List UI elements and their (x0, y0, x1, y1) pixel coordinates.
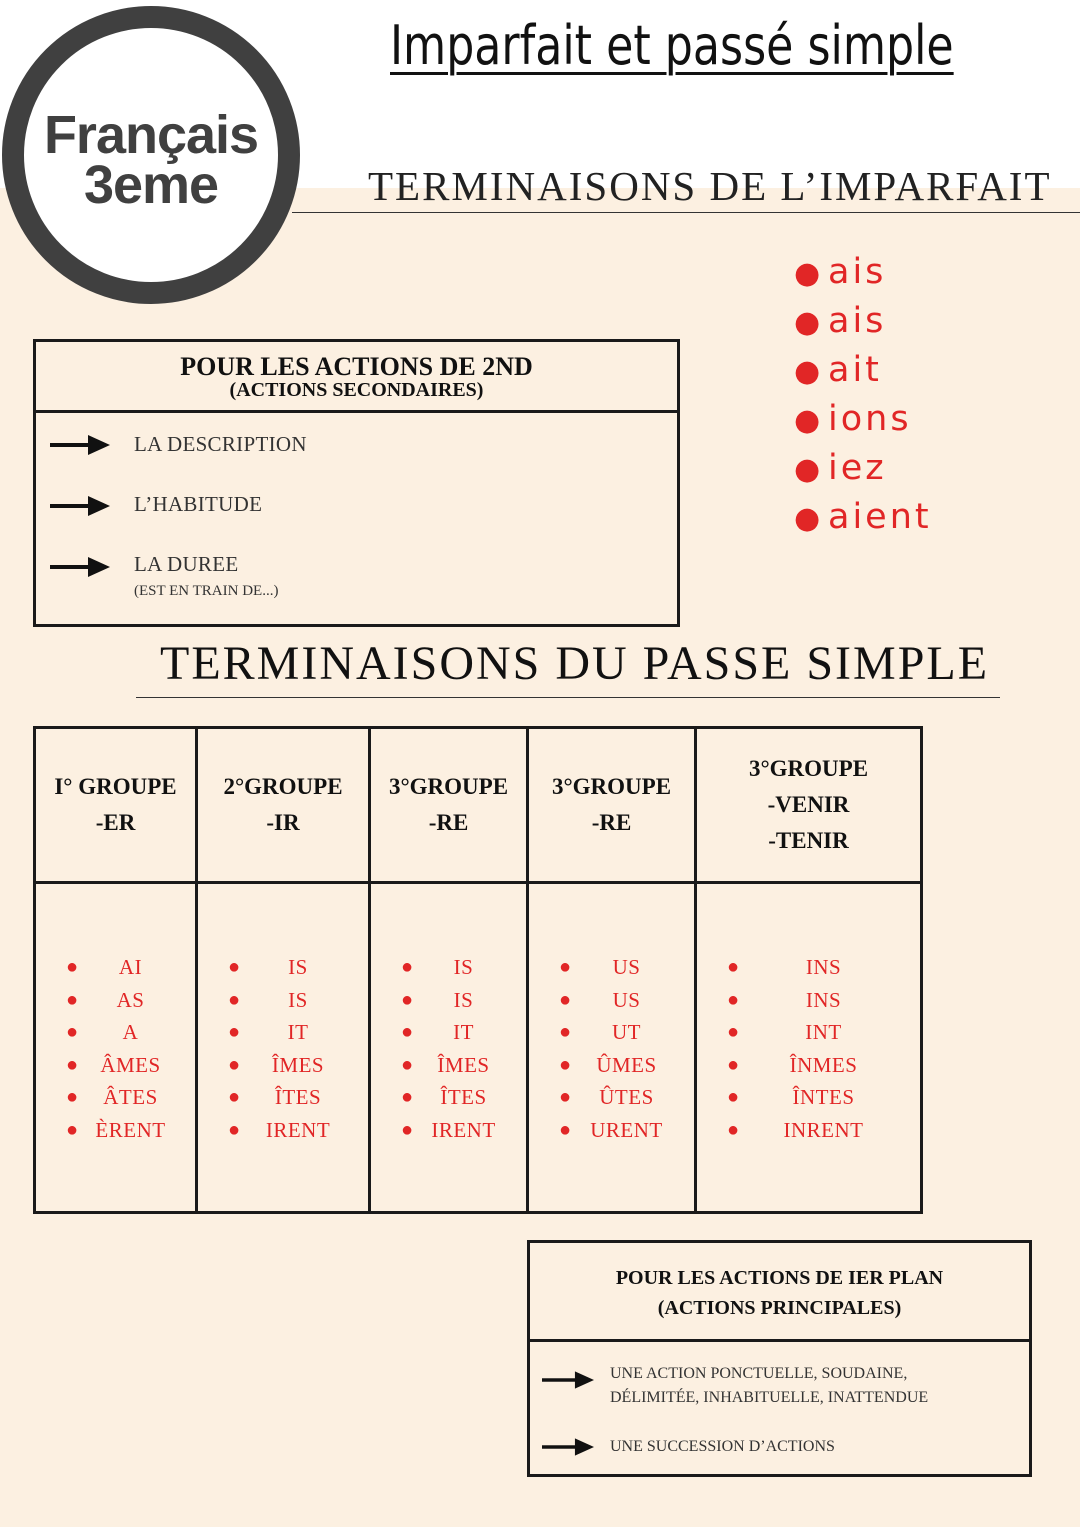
bullet-icon: ● (228, 1086, 241, 1109)
passe-simple-heading-rule (136, 697, 1000, 698)
list-item (228, 1114, 368, 1147)
bullet-icon: ● (228, 988, 241, 1011)
list-item (559, 1081, 694, 1114)
ending: A (122, 1020, 139, 1045)
subject-badge (2, 6, 300, 304)
verb-ending-type: -VENIR (767, 792, 850, 817)
ending: AI (118, 955, 143, 979)
badge-level: 3eme (83, 155, 219, 215)
bullet-icon: ● (727, 1086, 740, 1109)
ending: IRENT (265, 1117, 331, 1142)
ending: IS (288, 987, 308, 1012)
table-column (371, 729, 529, 1211)
bullet-icon: ● (66, 1118, 79, 1141)
ending: ÎNMES (789, 1052, 858, 1077)
secondary-actions-title: POUR LES ACTIONS DE 2ND (180, 352, 533, 381)
list-item (401, 1081, 526, 1114)
list-item (66, 1049, 195, 1082)
list-item (401, 1114, 526, 1147)
secondary-action-description: LA DESCRIPTION (134, 432, 307, 456)
principal-actions-subtitle: (ACTIONS PRINCIPALES) (657, 1297, 902, 1319)
passe-simple-table (33, 726, 923, 1214)
bullet-icon: ● (559, 988, 572, 1011)
bullet-icon: ● (401, 1118, 414, 1141)
list-item (66, 984, 195, 1017)
badge-subject: Français (43, 105, 259, 165)
list-item (228, 1016, 368, 1049)
group-name: I° GROUPE (54, 774, 177, 799)
ending: ÎMES (271, 1052, 325, 1077)
verb-ending-type: -TENIR (768, 828, 849, 853)
imparfait-ending: ais (828, 301, 887, 341)
list-item (794, 493, 932, 542)
ending: ÎTES (274, 1085, 322, 1110)
imparfait-ending: ais (828, 252, 887, 292)
ending: IS (453, 987, 474, 1012)
group-name: 3°GROUPE (551, 774, 672, 799)
principal-actions-title: POUR LES ACTIONS DE IER PLAN (615, 1267, 944, 1289)
ending: AS (116, 987, 145, 1012)
ending: IT (453, 1020, 474, 1045)
bullet-icon: ● (559, 956, 572, 978)
column-endings (727, 951, 920, 1147)
column-header (529, 729, 694, 884)
ending: IT (287, 1020, 309, 1045)
column-endings (66, 951, 195, 1147)
bullet-icon: ● (66, 956, 79, 978)
verb-ending-type: -RE (428, 810, 469, 835)
list-item (559, 1016, 694, 1049)
bullet-icon: ● (66, 1053, 79, 1076)
arrow-right-icon (50, 556, 110, 578)
verb-ending-type: -IR (266, 810, 300, 835)
group-name: 3°GROUPE (748, 756, 869, 781)
bullet-icon: ● (401, 988, 414, 1011)
list-item (228, 984, 368, 1017)
ending: IRENT (431, 1117, 496, 1142)
list-item (727, 1016, 920, 1049)
ending: IS (453, 955, 474, 979)
ending: URENT (590, 1117, 663, 1142)
column-header (371, 729, 526, 884)
list-item (228, 1049, 368, 1082)
secondary-actions-subtitle: (ACTIONS SECONDAIRES) (229, 379, 484, 401)
secondary-actions-header (36, 342, 677, 413)
bullet-icon: ● (66, 988, 79, 1011)
list-item (794, 346, 932, 395)
ending: ÂTES (103, 1085, 158, 1110)
verb-ending-type: -RE (591, 810, 632, 835)
list-item (794, 248, 932, 297)
bullet-icon: ● (794, 305, 824, 340)
column-endings (401, 951, 526, 1147)
list-item (727, 984, 920, 1017)
bullet-icon: ● (727, 1053, 740, 1076)
table-column (697, 729, 920, 1211)
principal-actions-header (530, 1243, 1029, 1342)
bullet-icon: ● (794, 403, 824, 438)
bullet-icon: ● (228, 1021, 241, 1044)
list-item (727, 1114, 920, 1147)
arrow-right-icon (542, 1436, 594, 1458)
verb-ending-type: -ER (95, 810, 136, 835)
bullet-icon: ● (794, 452, 824, 487)
bullet-icon: ● (401, 956, 414, 978)
ending: UT (612, 1020, 641, 1045)
list-item (794, 444, 932, 493)
ending: ÛMES (596, 1052, 657, 1077)
ending: ÎMES (437, 1052, 490, 1077)
list-item (727, 1049, 920, 1082)
ending: IS (288, 955, 308, 979)
list-item (401, 1016, 526, 1049)
list-item (66, 1114, 195, 1147)
list-item (727, 1081, 920, 1114)
bullet-icon: ● (794, 256, 824, 291)
bullet-icon: ● (794, 501, 824, 536)
list-item (559, 984, 694, 1017)
list-item (559, 951, 694, 984)
ending: INS (805, 955, 842, 979)
ending: ÎNTES (792, 1085, 855, 1110)
list-item (559, 1049, 694, 1082)
principal-action-punctual-cont: DÉLIMITÉE, INHABITUELLE, INATTENDUE (610, 1389, 929, 1406)
list-item (66, 951, 195, 984)
column-header (36, 729, 195, 884)
bullet-icon: ● (727, 988, 740, 1011)
list-item (401, 984, 526, 1017)
passe-simple-heading: TERMINAISONS DU PASSE SIMPLE (160, 637, 990, 690)
ending: US (612, 955, 641, 979)
list-item (794, 395, 932, 444)
imparfait-ending: ait (828, 350, 882, 390)
group-name: 3°GROUPE (388, 774, 509, 799)
bullet-icon: ● (727, 956, 740, 978)
bullet-icon: ● (228, 1118, 241, 1141)
bullet-icon: ● (401, 1021, 414, 1044)
ending: ÂMES (100, 1052, 161, 1077)
principal-action-punctual: UNE ACTION PONCTUELLE, SOUDAINE, (610, 1365, 908, 1382)
bullet-icon: ● (66, 1086, 79, 1109)
ending: INT (805, 1020, 842, 1045)
table-column (36, 729, 198, 1211)
list-item (66, 1016, 195, 1049)
bullet-icon: ● (228, 956, 241, 978)
bullet-icon: ● (559, 1118, 572, 1141)
imparfait-heading: TERMINAISONS DE L’IMPARFAIT (368, 163, 1052, 209)
table-column (198, 729, 371, 1211)
ending: INRENT (783, 1117, 864, 1142)
list-item (66, 1081, 195, 1114)
page-title: Imparfait et passé simple (390, 14, 954, 77)
secondary-action-habit: L’HABITUDE (134, 492, 263, 516)
bullet-icon: ● (559, 1086, 572, 1109)
list-item (559, 1114, 694, 1147)
secondary-action-duration: LA DUREE (134, 552, 239, 576)
imparfait-endings-list (794, 248, 932, 542)
group-name: 2°GROUPE (223, 774, 343, 799)
column-header (198, 729, 368, 884)
secondary-actions-box (33, 339, 680, 627)
principal-actions-box (527, 1240, 1032, 1477)
list-item (727, 951, 920, 984)
ending: ÛTES (599, 1085, 654, 1110)
ending: ÎTES (440, 1085, 487, 1110)
bullet-icon: ● (727, 1021, 740, 1044)
imparfait-ending: ions (828, 399, 912, 439)
column-endings (559, 951, 694, 1147)
column-endings (228, 951, 368, 1147)
list-item (228, 1081, 368, 1114)
list-item (794, 297, 932, 346)
imparfait-heading-rule (292, 212, 1080, 213)
bullet-icon: ● (401, 1086, 414, 1109)
principal-action-succession: UNE SUCCESSION D’ACTIONS (610, 1438, 835, 1455)
ending: US (612, 987, 641, 1012)
bullet-icon: ● (559, 1021, 572, 1044)
bullet-icon: ● (401, 1053, 414, 1076)
arrow-right-icon (50, 495, 110, 517)
secondary-action-duration-note: (EST EN TRAIN DE...) (134, 583, 279, 599)
arrow-right-icon (50, 434, 110, 456)
bullet-icon: ● (794, 354, 824, 389)
list-item (401, 1049, 526, 1082)
bullet-icon: ● (66, 1021, 79, 1044)
table-column (529, 729, 697, 1211)
ending: ÈRENT (95, 1117, 166, 1142)
imparfait-ending: aient (828, 497, 932, 537)
ending: INS (805, 987, 842, 1012)
list-item (228, 951, 368, 984)
bullet-icon: ● (559, 1053, 572, 1076)
bullet-icon: ● (228, 1053, 241, 1076)
column-header (697, 729, 920, 884)
bullet-icon: ● (727, 1118, 740, 1141)
imparfait-ending: iez (828, 448, 887, 488)
arrow-right-icon (542, 1369, 594, 1391)
list-item (401, 951, 526, 984)
